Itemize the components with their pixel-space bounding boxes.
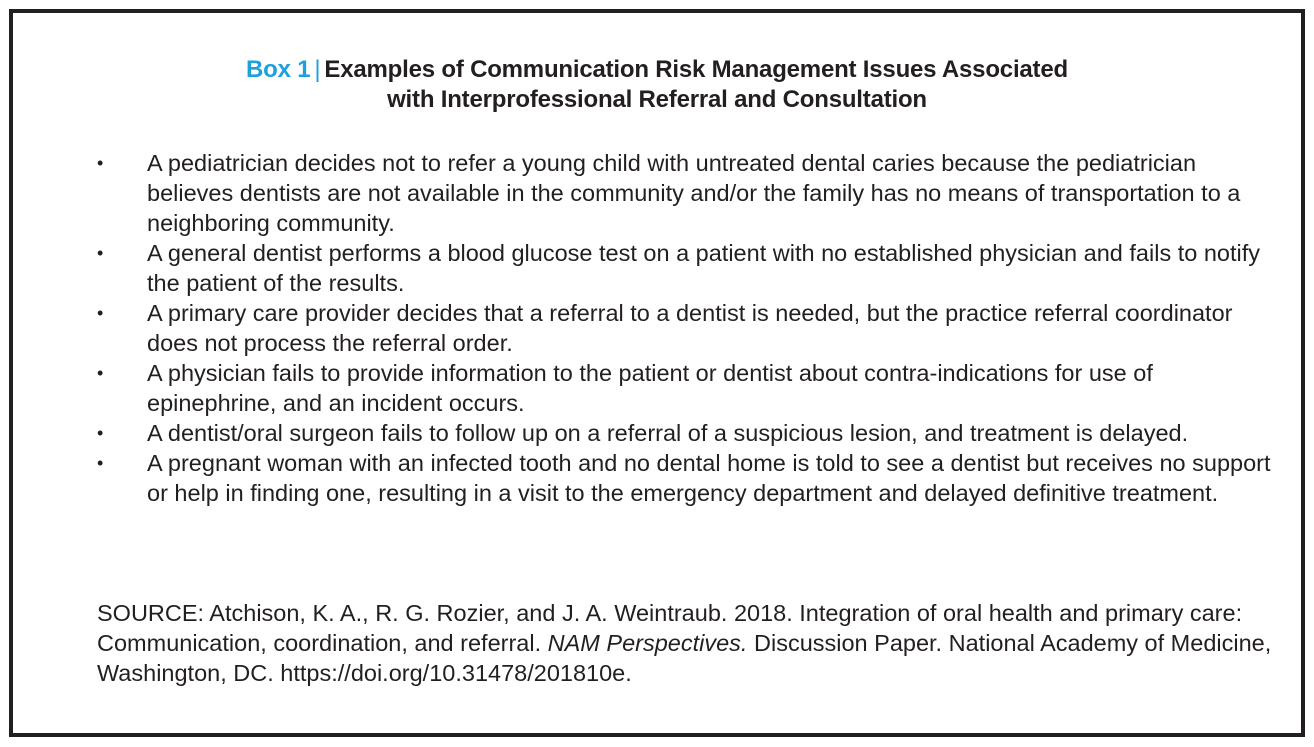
box-label: Box 1 — [246, 56, 311, 83]
list-item — [97, 298, 1277, 358]
list-item-text: A general dentist performs a blood glucose test on a patient with no established physician and fails to notify the patient of the results. — [147, 240, 1261, 296]
list-item-text: A primary care provider decides that a referral to a dentist is needed, but the practice referral coordinator does not process the referral order. — [147, 300, 1233, 356]
box-frame — [9, 9, 1305, 737]
list-item — [97, 418, 1277, 448]
box-title-text-1: Examples of Communication Risk Management Issues Associated — [324, 56, 1068, 83]
source-journal: NAM Perspectives. — [547, 630, 748, 656]
source-suffix: Discussion Paper. National Academy of Medicine, Washington, DC. https://doi.org/10.31478/201810e. — [97, 630, 1272, 686]
bullet-icon: • — [97, 423, 104, 443]
box-title-line-2: with Interprofessional Referral and Consultation — [387, 86, 927, 113]
box-title — [13, 55, 1301, 115]
bullet-icon: • — [97, 363, 104, 383]
bullet-icon: • — [97, 243, 104, 263]
title-separator: | — [314, 56, 321, 83]
list-item-text: A pediatrician decides not to refer a young child with untreated dental caries because the pediatrician believes dentists are not available in the community and/or the family has no means of transportation to a neighboring community. — [147, 150, 1241, 236]
list-item — [97, 358, 1277, 418]
list-item — [97, 148, 1277, 238]
bullet-icon: • — [97, 453, 104, 473]
list-item-text: A physician fails to provide information to the patient or dentist about contra-indications for use of epinephrine, and an incident occurs. — [147, 360, 1153, 416]
source-citation — [97, 598, 1277, 688]
bullet-icon: • — [97, 303, 104, 323]
list-item — [97, 238, 1277, 298]
list-item-text: A dentist/oral surgeon fails to follow up on a referral of a suspicious lesion, and treatment is delayed. — [147, 420, 1189, 446]
list-item — [97, 448, 1277, 508]
list-item-text: A pregnant woman with an infected tooth and no dental home is told to see a dentist but receives no support or help in finding one, resulting in a visit to the emergency department and delayed definitive treatment. — [147, 450, 1271, 506]
bullet-icon: • — [97, 153, 104, 173]
box-title-line-1 — [13, 55, 1301, 85]
example-list — [97, 148, 1277, 508]
source-prefix: SOURCE: Atchison, K. A., R. G. Rozier, and J. A. Weintraub. 2018. Integration of oral health and primary care: Communication, coordination, and referral. — [97, 600, 1243, 656]
